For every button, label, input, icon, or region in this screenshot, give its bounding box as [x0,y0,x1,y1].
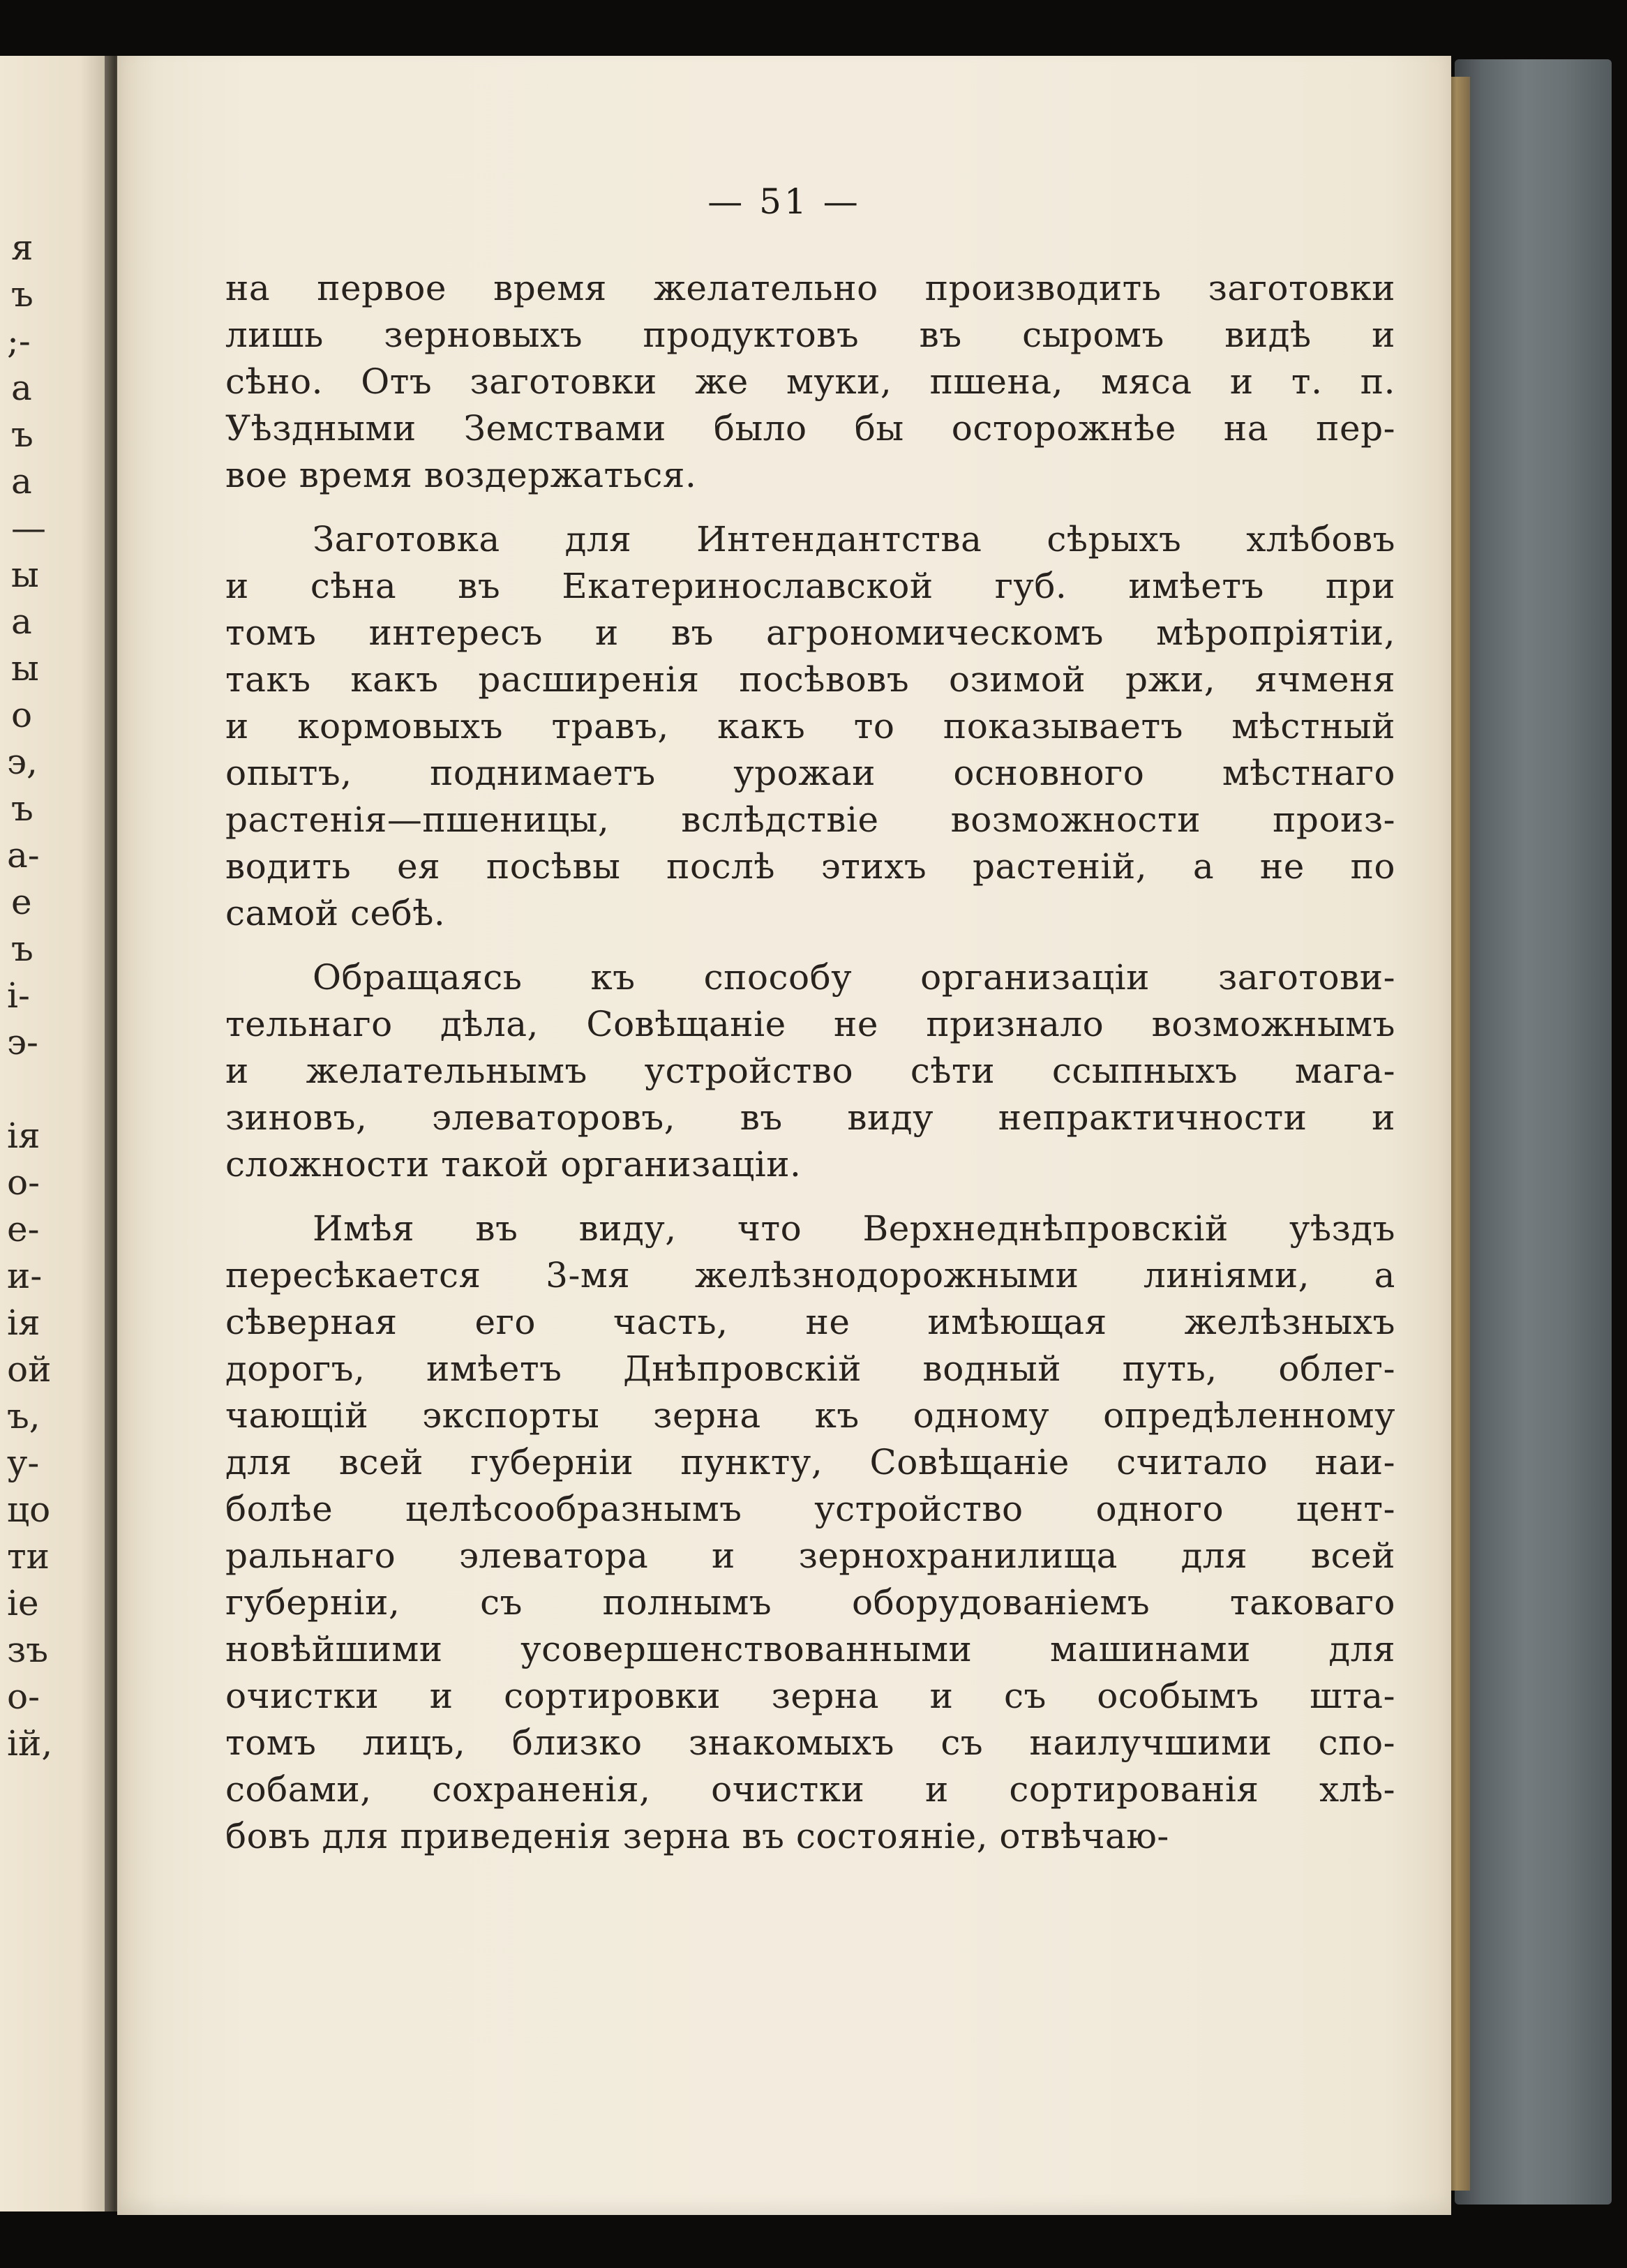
text-line: чающій экспорты зерна къ одному опредѣленному [225,1395,1395,1436]
left-page-fragment: а [11,461,32,502]
paragraph-gap [225,937,1395,954]
left-page-fragment: ъ, [7,1396,40,1436]
text-line: самой себѣ. [225,893,446,933]
text-line: сѣно. Отъ заготовки же муки, пшена, мяса и т. п. [225,361,1395,402]
left-page-fragment: ія [7,1302,40,1343]
text-line: и кормовыхъ травъ, какъ то показываетъ мѣстный [225,706,1395,746]
text-line: и сѣна въ Екатеринославской губ. имѣетъ при [225,566,1395,606]
left-page-fragment: е- [7,1209,40,1249]
left-page-fragment: э, [7,742,38,782]
left-page-fragment: цо [7,1489,51,1530]
text-line: новѣйшими усовершенствованными машинами для [225,1629,1395,1669]
left-page-fragment: и- [7,1256,43,1296]
text-line: дорогъ, имѣетъ Днѣпровскій водный путь, облег- [225,1349,1395,1389]
text-line: такъ какъ расширенія посѣвовъ озимой ржи, ячменя [225,659,1395,700]
left-page-fragment: ы [11,555,39,595]
right-page [117,56,1451,2215]
text-line: сложности такой организаціи. [225,1144,802,1185]
text-line: Имѣя въ виду, что Верхнеднѣпровскій уѣздъ [313,1208,1395,1249]
paragraph [225,516,1395,937]
left-page-fragment: у- [7,1443,40,1483]
text-line: лишь зерновыхъ продуктовъ въ сыромъ видѣ и [225,315,1395,355]
left-page-fragment: о- [7,1676,40,1717]
text-line: Заготовка для Интендантства сѣрыхъ хлѣбовъ [313,519,1395,560]
left-page-fragment: іе [7,1583,39,1623]
left-page-fragment: ;- [7,321,31,361]
text-line: сѣверная его часть, не имѣющая желѣзныхъ [225,1302,1395,1342]
text-line: и желательнымъ устройство сѣти ссыпныхъ мага- [225,1051,1395,1091]
left-page-fragment: ы [11,648,39,689]
left-page-fragment: я [11,227,33,268]
text-line: томъ интересъ и въ агрономическомъ мѣропріятіи, [225,613,1395,653]
left-page-fragment: ія [7,1116,40,1156]
text-line: томъ лицъ, близко знакомыхъ съ наилучшими спо- [225,1722,1395,1763]
text-line: болѣе целѣсообразнымъ устройство одного цент- [225,1489,1395,1529]
paragraph [225,954,1395,1188]
left-page-fragment: ій, [7,1723,53,1764]
text-line: Уѣздными Земствами было бы осторожнѣе на пер- [225,408,1395,449]
left-page-fragment: ой [7,1349,52,1390]
left-page-fragment: ти [7,1536,50,1577]
text-line: тельнаго дѣла, Совѣщаніе не признало возможнымъ [225,1004,1395,1044]
paragraph [225,1206,1395,1860]
left-page-fragment: е [11,882,32,922]
text-line: вое время воздержаться. [225,455,697,495]
text-line: на первое время желательно производить заготовки [225,268,1395,308]
text-line: бовъ для приведенія зерна въ состояніе, отвѣчаю- [225,1816,1169,1856]
left-page-fragment: і- [7,975,30,1016]
left-page-fragment: э- [7,1022,38,1062]
left-page [0,56,115,2211]
paragraph-gap [225,499,1395,516]
text-line: пересѣкается 3-мя желѣзнодорожными линіями, а [225,1255,1395,1296]
text-line: растенія—пшеницы, вслѣдствіе возможности произ- [225,799,1395,840]
text-line: зиновъ, элеваторовъ, въ виду непрактичности и [225,1097,1395,1138]
left-page-fragment: ъ [11,414,33,455]
text-line: для всей губерніи пункту, Совѣщаніе считало наи- [225,1442,1395,1482]
paragraph [225,265,1395,499]
left-page-fragment: а- [7,835,40,876]
left-page-fragment: ъ [11,274,33,315]
text-line: Обращаясь къ способу организаціи заготови- [313,957,1395,998]
body-text [225,265,1395,1860]
left-page-fragment: ъ [11,929,33,969]
text-line: ральнаго элеватора и зернохранилища для всей [225,1535,1395,1576]
text-line: опытъ, поднимаетъ урожаи основного мѣстнаго [225,753,1395,793]
left-page-fragment: о [11,695,33,735]
text-line: водить ея посѣвы послѣ этихъ растеній, а не по [225,846,1395,887]
paragraph-gap [225,1188,1395,1206]
left-page-fragment: а [11,368,32,408]
left-page-fragment: о- [7,1162,40,1203]
text-line: собами, сохраненія, очистки и сортированія хлѣ- [225,1769,1395,1810]
book-cover [1455,59,1612,2205]
text-line: очистки и сортировки зерна и съ особымъ шта- [225,1676,1395,1716]
page-number: — 51 — [707,181,861,222]
text-line: губерніи, съ полнымъ оборудованіемъ таковаго [225,1582,1395,1623]
left-page-fragment: зъ [7,1630,49,1670]
left-page-fragment: — [11,508,46,548]
left-page-fragment: а [11,601,32,642]
left-page-fragment: ъ [11,788,33,829]
